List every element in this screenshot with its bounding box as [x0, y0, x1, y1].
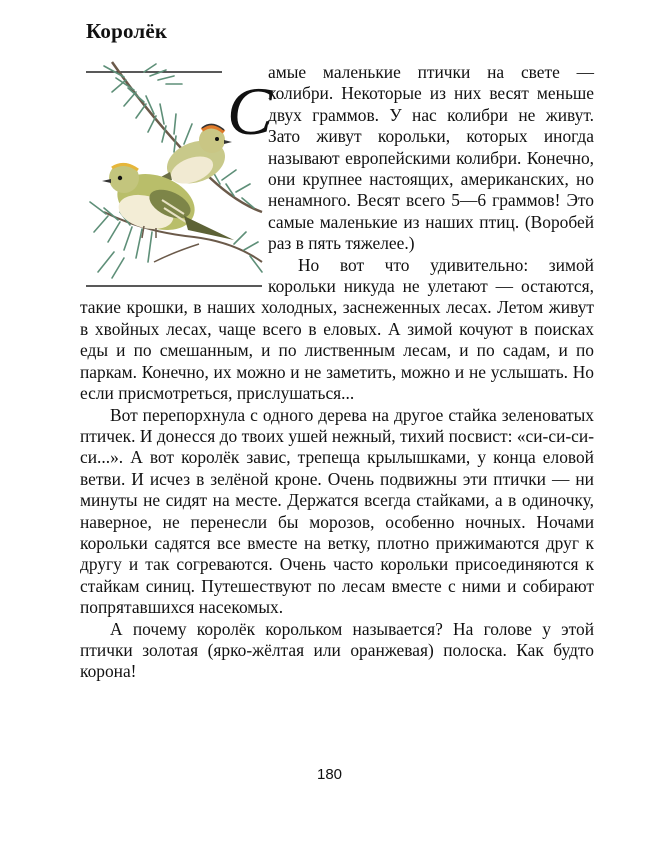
page-number: 180	[316, 766, 343, 783]
page-title: Королёк	[86, 19, 168, 43]
illustration-spacer	[80, 62, 268, 295]
article-body	[80, 62, 594, 683]
paragraph-3: Вот перепорхнула с одного дерева на другое стайка зеленоватых птичек. И донесся до твоих ушей нежный, тихий посвист: «си-си-си-си...». А вот королёк завис, трепеща крылышками, у конца еловой ветви. И исчез в зелёной кроне. Очень подвижны эти птички — ни минуты не сидят на месте. Держатся всегда стайками, а в одиночку, наверное, не перенесли бы морозов, особенно ночных. Ночами корольки садятся все вместе на ветку, плотно прижимаются друг к другу и так согреваются. Очень часто корольки присоединяются к стайкам синиц. Путешествуют по лесам вместе с ними и собирают попрятавшихся насекомых.	[80, 404, 594, 618]
paragraph-2: Но вот что удивительно: зимой корольки никуда не улетают — остаются, такие крошки, в наших холодных, заснеженных лесах. Летом живут в хвойных лесах, чаще всего в еловых. А зимой кочуют в поисках еды и по смешанным, и по лиственным лесам, и по садам, и по паркам. Конечно, их можно и не заметить, можно и не услышать. Но если присмотреться, прислушаться...	[80, 254, 594, 404]
paragraph-4: А почему королёк корольком называется? На голове у этой птички золотая (ярко-жёлтая или оранжевая) полоска. Как будто корона!	[80, 618, 594, 682]
paragraph-1: амые маленькие птички на свете — колибри. Некоторые из них весят меньше двух граммов. У нас колибри не живут. Зато живут корольки, которых иногда называют европейскими колибри. Конечно, они крупнее настоящих, американских, но ненамного. Весят всего 5—6 граммов! Это самые маленькие из наших птиц. (Воробей раз в пять тяжелее.)	[268, 62, 594, 254]
drop-cap-letter: С	[227, 73, 273, 149]
